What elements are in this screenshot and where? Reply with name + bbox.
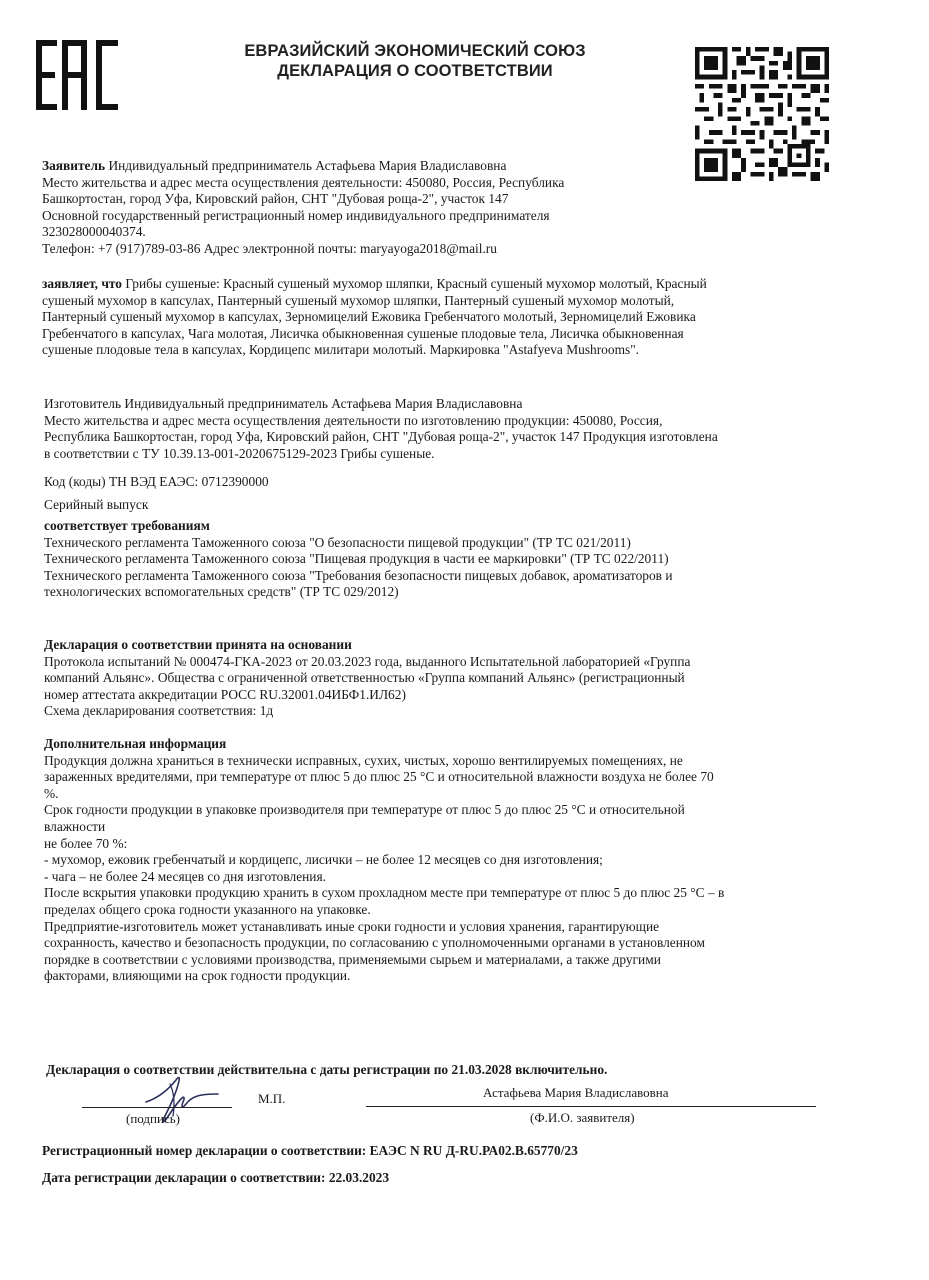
additional-info-line: После вскрытия упаковки продукцию хранить в сухом прохладном месте при температуре от плюс 5 до плюс 25 °С – в bbox=[44, 885, 725, 901]
applicant-ogrnip-number: 323028000040374. bbox=[42, 224, 146, 240]
additional-info-line: влажности bbox=[44, 818, 106, 834]
applicant-address-line: Башкортостан, город Уфа, Кировский район, СНТ "Дубовая роща-2", участок 147 bbox=[42, 191, 509, 207]
registration-date: Дата регистрации декларации о соответствии: 22.03.2023 bbox=[42, 1170, 390, 1185]
additional-info-line: факторами, влияющими на срок годности продукции. bbox=[44, 968, 351, 984]
additional-info-line: зараженных вредителями, при температуре от плюс 5 до плюс 25 °С и относительной влажности воздуха не более 70 bbox=[44, 769, 714, 785]
product-section bbox=[42, 276, 842, 359]
applicant-section bbox=[42, 158, 842, 258]
product-line: сушеный мухомор в капсулах, Пантерный сушеный мухомор шляпки, Пантерный сушеный мухомор молотый, bbox=[42, 292, 675, 308]
series-type: Серийный выпуск bbox=[44, 497, 149, 512]
applicant-ogrnip-line: Основной государственный регистрационный номер индивидуального предпринимателя bbox=[42, 207, 550, 223]
signature-line bbox=[82, 1107, 232, 1108]
additional-info-line: - мухомор, ежовик гребенчатый и кордицепс, лисички – не более 12 месяцев со дня изготовления; bbox=[44, 852, 603, 868]
applicant-name: Индивидуальный предприниматель Астафьева Мария Владиславовна bbox=[108, 158, 507, 173]
manufacturer-line: в соответствии с ТУ 10.39.13-001-2020675129-2023 Грибы сушеные. bbox=[44, 445, 435, 461]
basis-scheme: Схема декларирования соответствия: 1д bbox=[44, 703, 274, 719]
requirements-section bbox=[44, 518, 844, 601]
additional-info-line: порядке в соответствии с условиями производства, применяемыми сырьем и материалами, а также другими bbox=[44, 951, 661, 967]
manufacturer-line: Республика Башкортостан, город Уфа, Кировский район, СНТ "Дубовая роща-2", участок 147 Продукция изготовлена bbox=[44, 429, 718, 445]
additional-info-line: %. bbox=[44, 785, 59, 801]
manufacturer-line: Изготовитель Индивидуальный предприниматель Астафьева Мария Владиславовна bbox=[44, 396, 523, 411]
product-line: сушеные плодовые тела в капсулах, Кордицепс милитари молотый. Маркировка "Astafyeva Mushrooms". bbox=[42, 342, 640, 358]
product-text: Грибы сушеные: Красный сушеный мухомор шляпки, Красный сушеный мухомор молотый, Красный bbox=[125, 276, 707, 291]
basis-line: компаний Альянс». Общества с ограниченной ответственностью «Группа компаний Альянс» (регистрационный bbox=[44, 670, 685, 686]
requirement-line: технологических вспомогательных средств" (ТР ТС 029/2012) bbox=[44, 584, 399, 600]
header-union-title: ЕВРАЗИЙСКИЙ ЭКОНОМИЧЕСКИЙ СОЮЗ bbox=[244, 42, 586, 60]
declares-label: заявляет, что bbox=[42, 276, 122, 291]
basis-heading: Декларация о соответствии принята на основании bbox=[44, 637, 352, 652]
header-declaration-title: ДЕКЛАРАЦИЯ О СООТВЕТСТВИИ bbox=[277, 62, 553, 80]
applicant-contacts: Телефон: +7 (917)789-03-86 Адрес электронной почты: maryayoga2018@mail.ru bbox=[42, 240, 497, 256]
additional-info-line: не более 70 %: bbox=[44, 835, 128, 851]
tn-ved-code: Код (коды) ТН ВЭД ЕАЭС: 0712390000 bbox=[44, 474, 269, 489]
additional-info-section bbox=[44, 736, 844, 985]
applicant-address-line: Место жительства и адрес места осуществления деятельности: 450080, Россия, Республика bbox=[42, 174, 565, 190]
signature-caption: (подпись) bbox=[126, 1111, 180, 1126]
basis-section bbox=[44, 637, 844, 720]
series-section bbox=[44, 497, 844, 514]
additional-info-heading: Дополнительная информация bbox=[44, 736, 227, 751]
product-line bbox=[42, 276, 842, 293]
applicant-line bbox=[42, 158, 842, 175]
registration-number: Регистрационный номер декларации о соответствии: ЕАЭС N RU Д-RU.РА02.В.65770/23 bbox=[42, 1143, 578, 1158]
requirement-line: Технического регламента Таможенного союза "О безопасности пищевой продукции" (ТР ТС 021/2011) bbox=[44, 534, 631, 550]
manufacturer-section bbox=[44, 396, 844, 462]
product-line: Пантерный сушеный мухомор в капсулах, Зерномицелий Ежовика Гребенчатого молотый, Зерномицелий Ежовика bbox=[42, 309, 696, 325]
product-line: Гребенчатого в капсулах, Чага молотая, Лисичка обыкновенная сушеные плодовые тела, Лисичка обыкновенная bbox=[42, 325, 684, 341]
registration-number-section bbox=[42, 1143, 842, 1160]
requirement-line: Технического регламента Таможенного союза "Пищевая продукция в части ее маркировки" (ТР ТС 022/2011) bbox=[44, 551, 669, 567]
additional-info-line: пределах общего срока годности указанного на упаковке. bbox=[44, 901, 371, 917]
applicant-label: Заявитель bbox=[42, 158, 106, 173]
additional-info-line: Продукция должна храниться в технически исправных, сухих, чистых, хорошо вентилируемых помещениях, не bbox=[44, 752, 683, 768]
registration-date-section bbox=[42, 1170, 842, 1187]
basis-line: Протокола испытаний № 000474-ГКА-2023 от 20.03.2023 года, выданного Испытательной лабораторией «Группа bbox=[44, 653, 691, 669]
eac-mark-icon bbox=[36, 40, 120, 110]
validity-text: Декларация о соответствии действительна с даты регистрации по 21.03.2028 включительно. bbox=[46, 1062, 608, 1077]
stamp-label: М.П. bbox=[258, 1091, 286, 1106]
additional-info-line: Срок годности продукции в упаковке производителя при температуре от плюс 5 до плюс 25 °С и относительной bbox=[44, 802, 685, 818]
additional-info-line: Предприятие-изготовитель может устанавливать иные сроки годности и условия хранения, гарантирующие bbox=[44, 918, 660, 934]
manufacturer-line: Место жительства и адрес места осуществления деятельности по изготовлению продукции: 450080, Россия, bbox=[44, 412, 663, 428]
requirements-heading: соответствует требованиям bbox=[44, 518, 210, 533]
applicant-fullname: Астафьева Мария Владиславовна bbox=[483, 1085, 669, 1100]
name-line bbox=[366, 1106, 816, 1107]
additional-info-line: - чага – не более 24 месяцев со дня изготовления. bbox=[44, 868, 326, 884]
name-caption: (Ф.И.О. заявителя) bbox=[530, 1110, 635, 1125]
basis-line: номер аттестата аккредитации РОСС RU.32001.04ИБФ1.ИЛ62) bbox=[44, 686, 406, 702]
additional-info-line: сохранность, качество и безопасность продукции, по согласованию с уполномоченными органами в установленном bbox=[44, 935, 705, 951]
requirement-line: Технического регламента Таможенного союза "Требования безопасности пищевых добавок, ароматизаторов и bbox=[44, 567, 673, 583]
codes-section bbox=[44, 474, 844, 491]
